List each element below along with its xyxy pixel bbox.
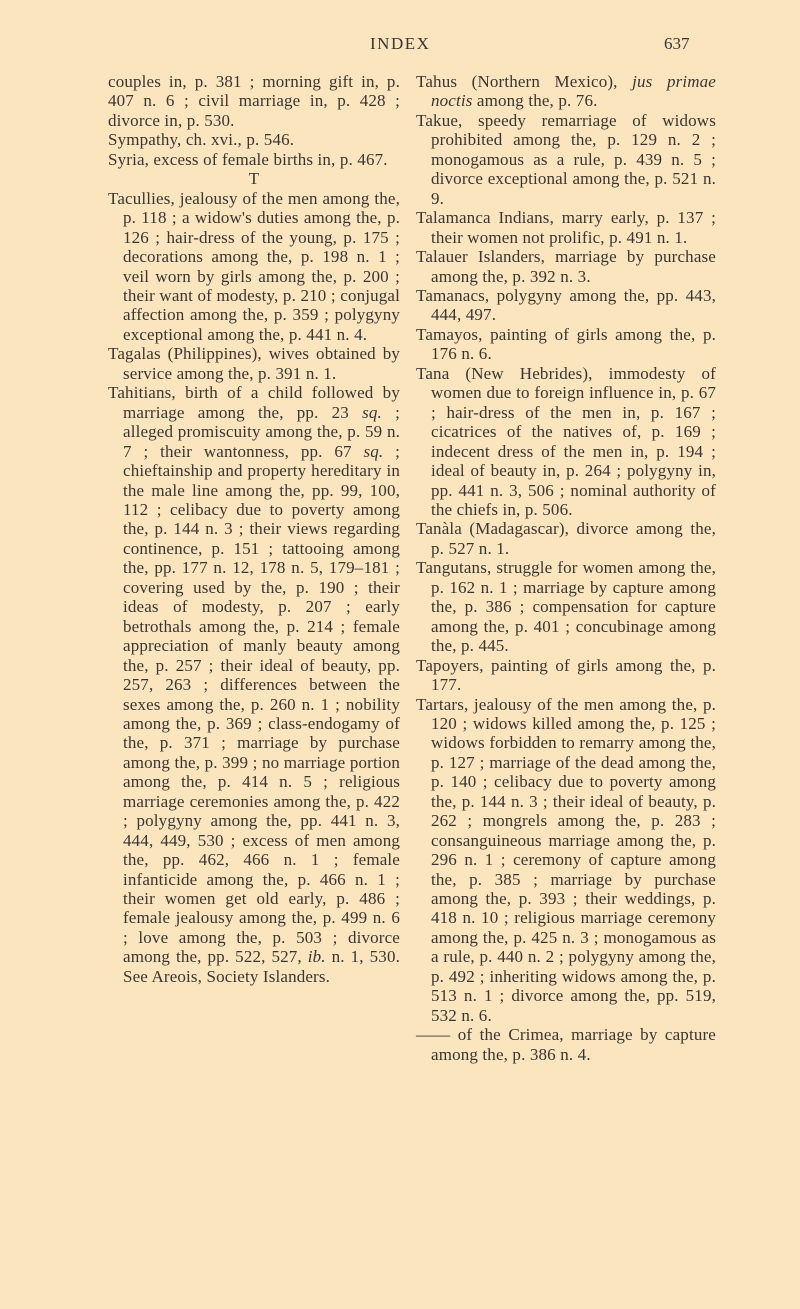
entry-text: Takue, speedy remarriage of widows prohibited among the, p. 129 n. 2 ; monogamous as a rule, p. 439 n. 5 ; divorce exceptional among the, p. 521 n. 9.	[416, 110, 716, 208]
index-entry	[416, 286, 716, 325]
entry-text: Tamayos, painting of girls among the, p. 176 n. 6.	[416, 324, 716, 364]
entry-text: Tahus (Northern Mexico),	[416, 72, 633, 91]
index-entry	[108, 150, 400, 169]
page-number: 637	[664, 34, 690, 53]
italic-text: sq.	[363, 441, 384, 461]
entry-text: n. 1, 530. See Areois, Society Islanders.	[123, 947, 400, 986]
index-column-left	[108, 72, 400, 986]
entry-text: Tagalas (Philippines), wives obtained by service among the, p. 391 n. 1.	[108, 344, 400, 383]
entry-text: Tamanacs, polygyny among the, pp. 443, 444, 497.	[416, 285, 716, 325]
entry-text: ; chieftainship and property hereditary in the male line among the, pp. 99, 100, 112 ; celibacy due to poverty among the, p. 144 n. 3 ; their views regarding continence, p. 151 ; tattooing among the, pp. 177 n. 12, 178 n. 5, 179–181 ; covering used by the, p. 190 ; their ideas of modesty, p. 207 ; early betrothals among the, p. 214 ; female appreciation of manly beauty among the, p. 257 ; their ideal of beauty, pp. 257, 263 ; differences between the sexes among the, p. 260 n. 1 ; nobility among the, p. 369 ; class-endogamy of the, p. 371 ; marriage by purchase among the, p. 399 ; no marriage portion among the, p. 414 n. 5 ; religious marriage ceremonies among the, p. 422 ; polygyny among the, pp. 441 n. 3, 444, 449, 530 ; excess of men among the, pp. 462, 466 n. 1 ; female infanticide among the, p. 466 n. 1 ; their women get old early, p. 486 ; female jealousy among the, p. 499 n. 6 ; love among the, p. 503 ; divorce among the, pp. 522, 527,	[123, 441, 400, 967]
index-entry	[108, 72, 400, 130]
index-entry	[108, 344, 400, 383]
running-head-title: INDEX	[370, 34, 431, 53]
index-entry	[416, 208, 716, 247]
entry-text: ; alleged promiscuity among the, p. 59 n. 7 ; their wantonness, pp. 67	[123, 402, 400, 461]
italic-text: sq.	[362, 402, 382, 422]
entry-text: —— of the Crimea, marriage by capture among the, p. 386 n. 4.	[416, 1025, 716, 1064]
running-head	[0, 34, 800, 58]
entry-text: Talauer Islanders, marriage by purchase among the, p. 392 n. 3.	[416, 247, 716, 286]
entry-text: Syria, excess of female births in, p. 467.	[108, 149, 388, 169]
entry-text: Tana (New Hebrides), immodesty of women due to foreign influence in, p. 67 ; hair-dress of the men in, p. 167 ; cicatrices of the natives of, p. 169 ; indecent dress of the men in, p. 194 ; ideal of beauty in, p. 264 ; polygyny in, pp. 441 n. 3, 506 ; nominal authority of the chiefs in, p. 506.	[416, 363, 716, 519]
index-entry	[416, 519, 716, 558]
index-entry	[108, 130, 400, 149]
entry-text: Tanàla (Madagascar), divorce among the, p. 527 n. 1.	[416, 519, 716, 558]
entry-text: Sympathy, ch. xvi., p. 546.	[108, 130, 295, 150]
index-entry	[416, 695, 716, 1026]
italic-text: jus primae noctis	[431, 72, 717, 111]
entry-text: T	[248, 169, 260, 189]
index-entry	[416, 656, 716, 695]
italic-text: ib.	[307, 947, 326, 967]
index-column-right	[416, 72, 716, 1064]
index-entry	[416, 1025, 716, 1064]
entry-text: Tangutans, struggle for women among the, p. 162 n. 1 ; marriage by capture among the, p. 386 ; compensation for capture among the, p. 401 ; concubinage among the, p. 445.	[416, 558, 716, 656]
index-entry	[416, 364, 716, 520]
index-entry	[416, 247, 716, 286]
entry-text: among the, p. 76.	[472, 91, 598, 111]
index-entry	[416, 111, 716, 208]
entry-text: Tacullies, jealousy of the men among the, p. 118 ; a widow's duties among the, p. 126 ; hair-dress of the young, p. 175 ; decorations among the, p. 198 n. 1 ; veil worn by girls among the, p. 200 ; their want of modesty, p. 210 ; conjugal affection among the, p. 359 ; polygyny exceptional among the, p. 441 n. 4.	[108, 188, 400, 344]
entry-text: Tartars, jealousy of the men among the, p. 120 ; widows killed among the, p. 125 ; widows forbidden to remarry among the, p. 127 ; marriage of the dead among the, p. 140 ; celibacy due to poverty among the, p. 144 n. 3 ; their ideal of beauty, p. 262 ; mongrels among the, p. 283 ; consanguineous marriage among the, p. 296 n. 1 ; ceremony of capture among the, p. 385 ; marriage by purchase among the, p. 393 ; their weddings, p. 418 n. 10 ; religious marriage ceremony among the, p. 425 n. 3 ; monogamous as a rule, p. 440 n. 2 ; polygyny among the, p. 492 ; inheriting widows among the, p. 513 n. 1 ; divorce among the, pp. 519, 532 n. 6.	[416, 694, 716, 1025]
entry-text: couples in, p. 381 ; morning gift in, p. 407 n. 6 ; civil marriage in, p. 428 ; divorce in, p. 530.	[108, 72, 400, 130]
index-entry	[416, 72, 716, 111]
index-entry	[416, 558, 716, 655]
index-entry	[416, 325, 716, 364]
entry-text: Tahitians, birth of a child followed by marriage among the, pp. 23	[108, 383, 400, 422]
section-letter	[108, 169, 400, 188]
entry-text: Talamanca Indians, marry early, p. 137 ; their women not prolific, p. 491 n. 1.	[416, 208, 716, 247]
entry-text: Tapoyers, painting of girls among the, p. 177.	[416, 655, 716, 695]
index-entry	[108, 189, 400, 345]
index-entry	[108, 383, 400, 986]
